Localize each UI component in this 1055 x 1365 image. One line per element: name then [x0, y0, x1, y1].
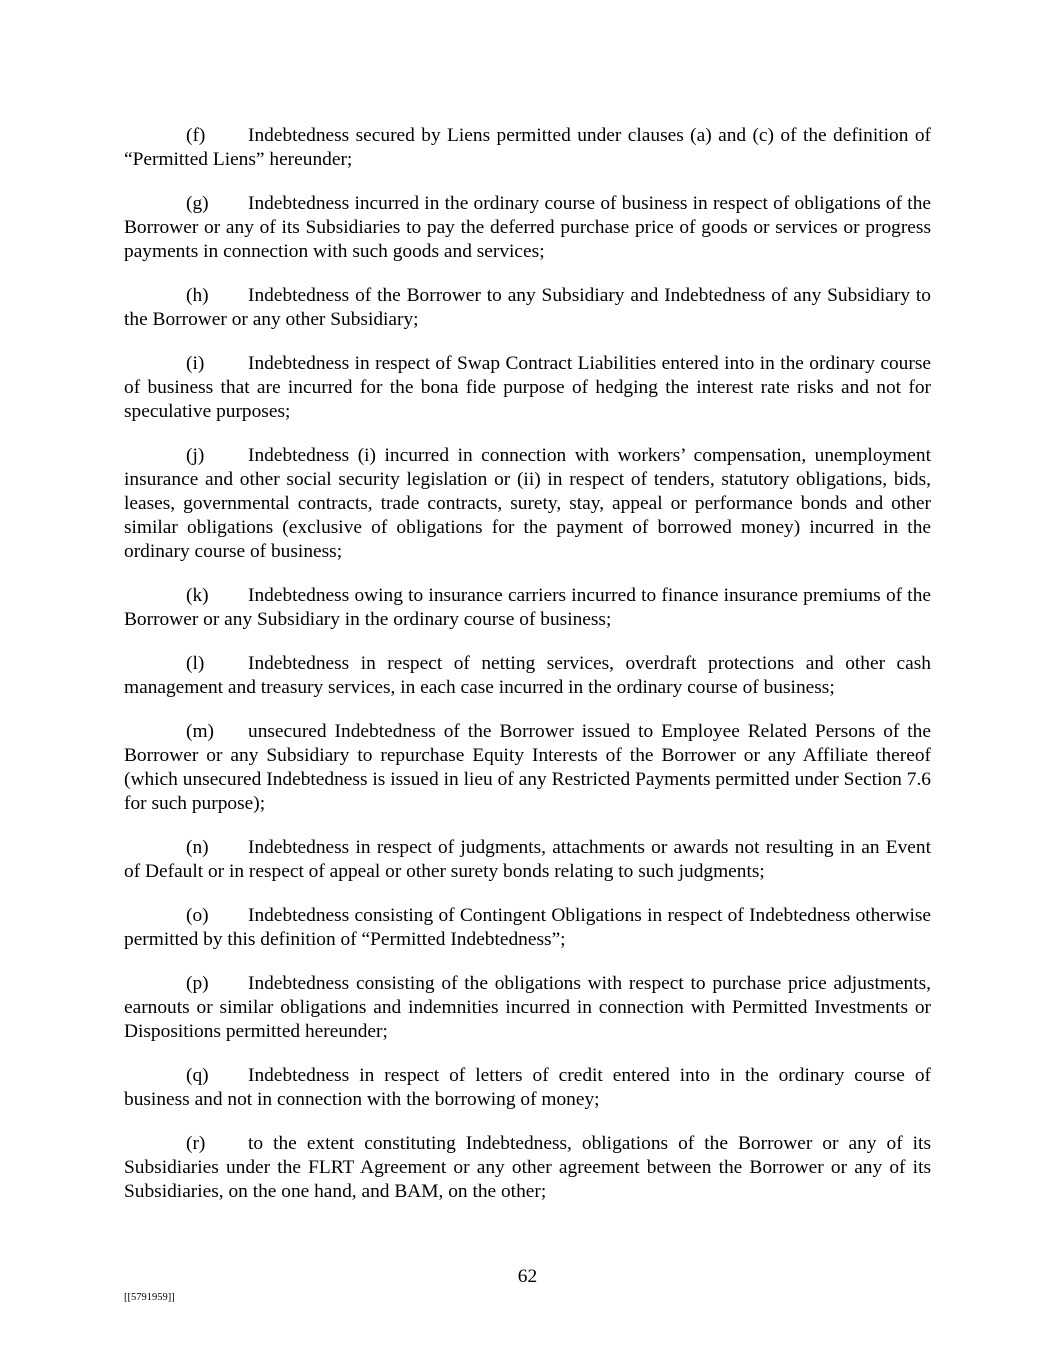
clause-label: (h) [186, 285, 209, 306]
clause-text: to the extent constituting Indebtedness, obligations of the Borrower or any of its Subsidiaries under the FLRT Agreement or any other agreement between the Borrower or any of its Subsidiaries, on the one hand, and BAM, on the other; [124, 1133, 931, 1202]
clause-text: Indebtedness consisting of the obligations with respect to purchase price adjustments, earnouts or similar obligations and indemnities incurred in connection with Permitted Investments or Dispositions permitted hereunder; [124, 973, 931, 1042]
clause-label: (g) [186, 193, 209, 214]
clause-q [124, 1064, 931, 1112]
document-body [124, 124, 931, 1224]
clause-label: (i) [186, 353, 205, 374]
clause-label: (j) [186, 445, 205, 466]
clause-j [124, 444, 931, 564]
clause-text: unsecured Indebtedness of the Borrower issued to Employee Related Persons of the Borrower or any Subsidiary to repurchase Equity Interests of the Borrower or any Affiliate thereof (which unsecured Indebtedness is issued in lieu of any Restricted Payments permitted under Section 7.6 for such purpose); [124, 721, 931, 814]
clause-label: (o) [186, 905, 209, 926]
clause-text: Indebtedness in respect of netting services, overdraft protections and other cash management and treasury services, in each case incurred in the ordinary course of business; [124, 653, 931, 698]
clause-text: Indebtedness of the Borrower to any Subsidiary and Indebtedness of any Subsidiary to the Borrower or any other Subsidiary; [124, 285, 931, 330]
clause-r [124, 1132, 931, 1204]
clause-label: (m) [186, 721, 214, 742]
clause-f [124, 124, 931, 172]
clause-o [124, 904, 931, 952]
clause-p [124, 972, 931, 1044]
clause-label: (p) [186, 973, 209, 994]
clause-label: (l) [186, 653, 205, 674]
clause-g [124, 192, 931, 264]
document-id: [[5791959]] [124, 1292, 175, 1303]
clause-text: Indebtedness secured by Liens permitted under clauses (a) and (c) of the definition of “Permitted Liens” hereunder; [124, 125, 931, 170]
clause-text: Indebtedness in respect of letters of credit entered into in the ordinary course of business and not in connection with the borrowing of money; [124, 1065, 931, 1110]
clause-text: Indebtedness consisting of Contingent Obligations in respect of Indebtedness otherwise permitted by this definition of “Permitted Indebtedness”; [124, 905, 931, 950]
clause-text: Indebtedness in respect of Swap Contract Liabilities entered into in the ordinary course of business that are incurred for the bona fide purpose of hedging the interest rate risks and not for speculative purposes; [124, 353, 931, 422]
clause-k [124, 584, 931, 632]
clause-label: (q) [186, 1065, 209, 1086]
clause-text: Indebtedness in respect of judgments, attachments or awards not resulting in an Event of Default or in respect of appeal or other surety bonds relating to such judgments; [124, 837, 931, 882]
clause-label: (n) [186, 837, 209, 858]
clause-label: (f) [186, 125, 206, 146]
clause-n [124, 836, 931, 884]
clause-h [124, 284, 931, 332]
page-number: 62 [517, 1266, 538, 1287]
clause-i [124, 352, 931, 424]
clause-label: (r) [186, 1133, 206, 1154]
clause-label: (k) [186, 585, 209, 606]
clause-l [124, 652, 931, 700]
clause-text: Indebtedness (i) incurred in connection with workers’ compensation, unemployment insurance and other social security legislation or (ii) in respect of tenders, statutory obligations, bids, leases, governmental contracts, trade contracts, surety, stay, appeal or performance bonds and other similar obligations (exclusive of obligations for the payment of borrowed money) incurred in the ordinary course of business; [124, 445, 931, 562]
clause-text: Indebtedness incurred in the ordinary course of business in respect of obligations of the Borrower or any of its Subsidiaries to pay the deferred purchase price of goods or services or progress payments in connection with such goods and services; [124, 193, 931, 262]
clause-m [124, 720, 931, 816]
clause-text: Indebtedness owing to insurance carriers incurred to finance insurance premiums of the Borrower or any Subsidiary in the ordinary course of business; [124, 585, 931, 630]
